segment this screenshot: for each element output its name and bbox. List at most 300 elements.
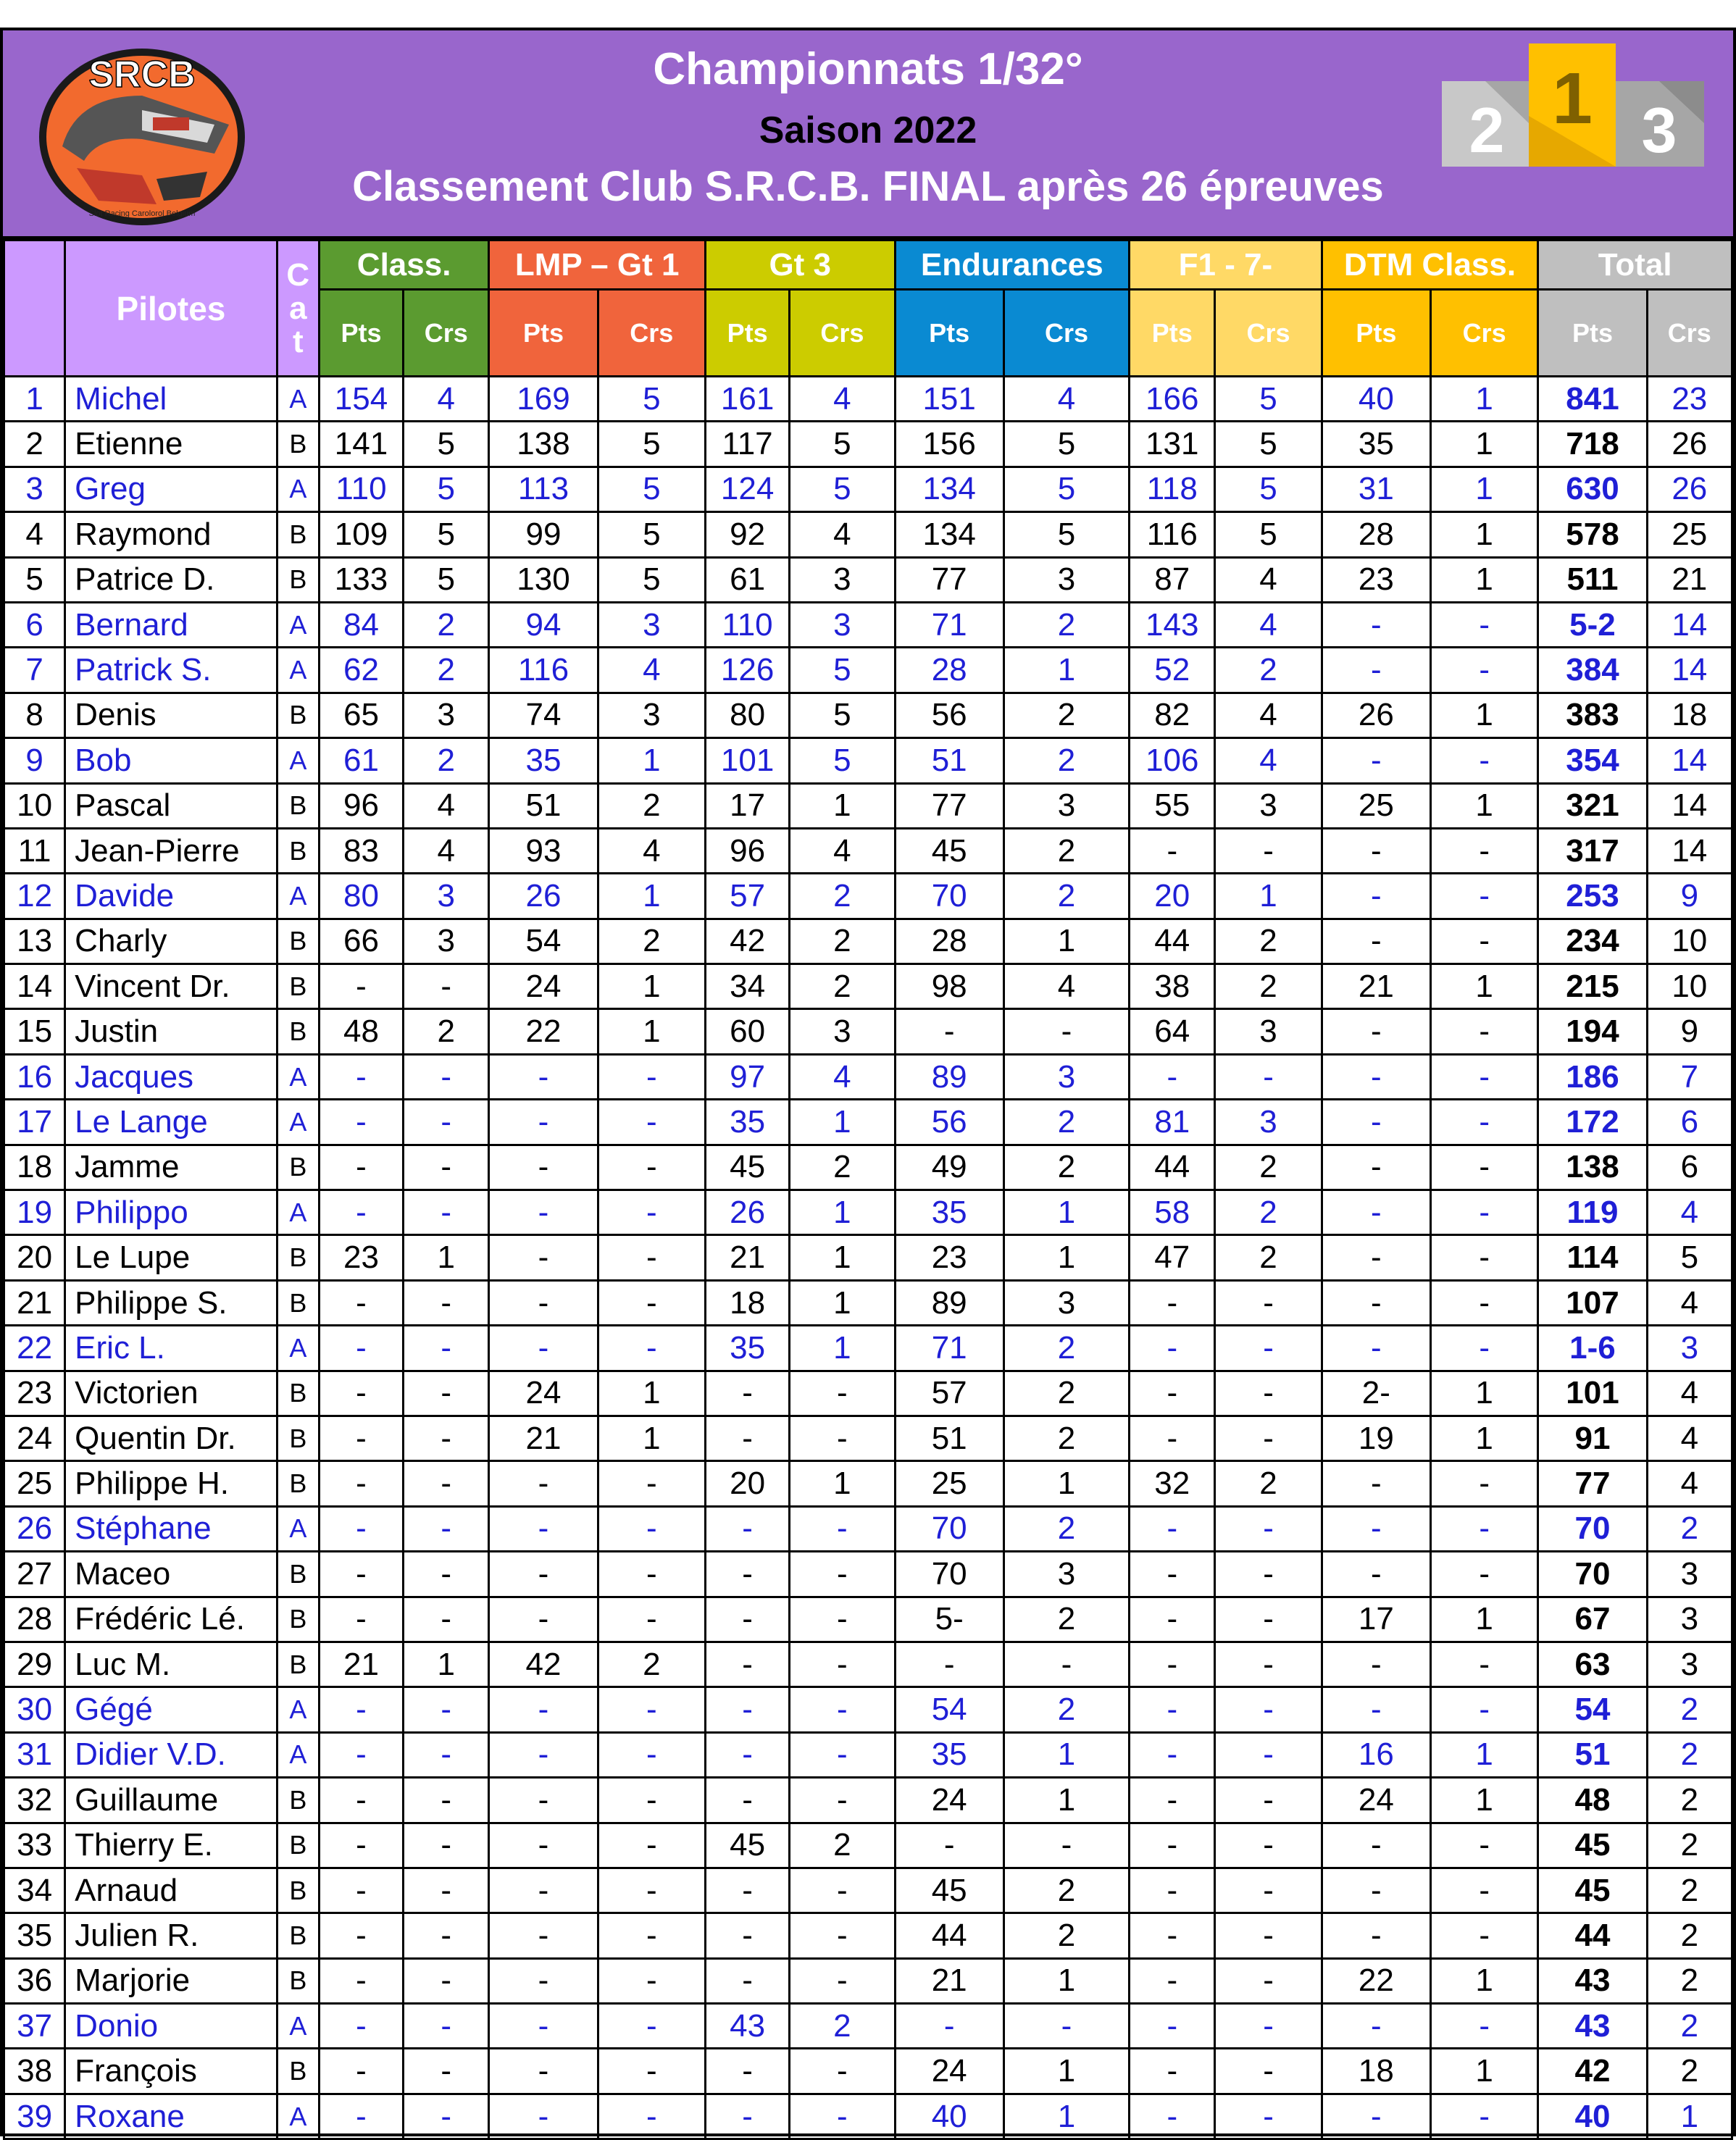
gt3-pts-cell: 96 bbox=[705, 828, 789, 873]
f1-pts-cell: - bbox=[1130, 1732, 1215, 1777]
endurances-crs-cell: 2 bbox=[1003, 738, 1129, 783]
pilot-name-cell: Jacques bbox=[65, 1054, 277, 1099]
category-cell: A bbox=[277, 1506, 319, 1551]
pilot-name-cell: Victorien bbox=[65, 1371, 277, 1416]
class-pts-cell: - bbox=[319, 2004, 403, 2049]
dtm-crs-cell: 1 bbox=[1431, 512, 1538, 557]
endurances-pts-cell: 25 bbox=[895, 1461, 1003, 1506]
dtm-pts-cell: - bbox=[1322, 1913, 1430, 1958]
class-crs-cell: - bbox=[404, 1552, 489, 1597]
dtm-crs-cell: 1 bbox=[1431, 693, 1538, 737]
dtm-crs-cell: - bbox=[1431, 602, 1538, 647]
endurances-pts-cell: 35 bbox=[895, 1732, 1003, 1777]
table-row bbox=[4, 512, 1732, 557]
total-pts-cell: 51 bbox=[1538, 1732, 1647, 1777]
total-pts-cell: 70 bbox=[1538, 1506, 1647, 1551]
lmp-crs-cell: 3 bbox=[598, 693, 705, 737]
endurances-pts-cell: 89 bbox=[895, 1054, 1003, 1099]
f1-crs-cell: - bbox=[1215, 828, 1322, 873]
f1-pts-cell: - bbox=[1130, 1326, 1215, 1371]
category-cell: B bbox=[277, 919, 319, 964]
dtm-crs-cell: - bbox=[1431, 738, 1538, 783]
gt3-pts-cell: - bbox=[705, 1552, 789, 1597]
table-row bbox=[4, 828, 1732, 873]
endurances-crs-cell: 1 bbox=[1003, 919, 1129, 964]
lmp-crs-cell: - bbox=[598, 2004, 705, 2049]
group-header-class: Class. bbox=[319, 241, 488, 290]
svg-text:Slot Racing Carolorol Belgium: Slot Racing Carolorol Belgium bbox=[88, 209, 196, 218]
dtm-pts-cell: - bbox=[1322, 1145, 1430, 1190]
dtm-pts-cell: 24 bbox=[1322, 1778, 1430, 1823]
class-pts-cell: - bbox=[319, 1823, 403, 1868]
class-pts-cell: - bbox=[319, 1687, 403, 1732]
total-crs-cell: 10 bbox=[1647, 919, 1732, 964]
endurances-pts-cell: 98 bbox=[895, 964, 1003, 1009]
total-pts-cell: 384 bbox=[1538, 648, 1647, 693]
category-cell: B bbox=[277, 1235, 319, 1280]
dtm-pts-cell: - bbox=[1322, 2004, 1430, 2049]
dtm-pts-cell: - bbox=[1322, 1687, 1430, 1732]
pilot-name-cell: Philippe S. bbox=[65, 1280, 277, 1325]
lmp-pts-cell: 169 bbox=[489, 377, 598, 422]
pts-header: Pts bbox=[319, 290, 403, 377]
rank-cell: 11 bbox=[4, 828, 65, 873]
gt3-crs-cell: - bbox=[790, 2049, 895, 2094]
total-pts-cell: 354 bbox=[1538, 738, 1647, 783]
f1-pts-cell: - bbox=[1130, 1597, 1215, 1642]
total-pts-cell: 44 bbox=[1538, 1913, 1647, 1958]
lmp-crs-cell: 5 bbox=[598, 512, 705, 557]
dtm-crs-cell: - bbox=[1431, 1190, 1538, 1235]
class-pts-cell: 21 bbox=[319, 1642, 403, 1686]
f1-crs-cell: - bbox=[1215, 1642, 1322, 1686]
f1-crs-cell: 5 bbox=[1215, 467, 1322, 511]
class-crs-cell: 1 bbox=[404, 1642, 489, 1686]
total-crs-cell: 4 bbox=[1647, 1280, 1732, 1325]
lmp-pts-cell: - bbox=[489, 2049, 598, 2094]
total-crs-cell: 4 bbox=[1647, 1190, 1732, 1235]
f1-crs-cell: 1 bbox=[1215, 874, 1322, 919]
endurances-crs-cell: 1 bbox=[1003, 2094, 1129, 2139]
category-cell: B bbox=[277, 1778, 319, 1823]
lmp-crs-cell: - bbox=[598, 1597, 705, 1642]
category-cell: B bbox=[277, 1823, 319, 1868]
gt3-crs-cell: 1 bbox=[790, 1461, 895, 1506]
f1-crs-cell: 2 bbox=[1215, 964, 1322, 1009]
f1-pts-cell: 58 bbox=[1130, 1190, 1215, 1235]
class-crs-cell: - bbox=[404, 1371, 489, 1416]
endurances-crs-cell: 1 bbox=[1003, 1190, 1129, 1235]
endurances-crs-cell: 2 bbox=[1003, 1100, 1129, 1145]
gt3-crs-cell: - bbox=[790, 1868, 895, 1913]
f1-pts-cell: 64 bbox=[1130, 1009, 1215, 1054]
f1-pts-cell: - bbox=[1130, 1054, 1215, 1099]
total-crs-cell: 14 bbox=[1647, 828, 1732, 873]
f1-pts-cell: - bbox=[1130, 1823, 1215, 1868]
class-pts-cell: 84 bbox=[319, 602, 403, 647]
f1-crs-cell: 4 bbox=[1215, 693, 1322, 737]
category-cell: B bbox=[277, 1371, 319, 1416]
lmp-crs-cell: - bbox=[598, 1054, 705, 1099]
f1-pts-cell: - bbox=[1130, 1416, 1215, 1460]
gt3-crs-cell: - bbox=[790, 1371, 895, 1416]
class-crs-cell: 5 bbox=[404, 512, 489, 557]
f1-pts-cell: 131 bbox=[1130, 422, 1215, 467]
gt3-crs-cell: 5 bbox=[790, 693, 895, 737]
total-pts-cell: 234 bbox=[1538, 919, 1647, 964]
table-row bbox=[4, 919, 1732, 964]
lmp-crs-cell: - bbox=[598, 1235, 705, 1280]
category-cell: A bbox=[277, 1326, 319, 1371]
dtm-crs-cell: - bbox=[1431, 1009, 1538, 1054]
total-crs-cell: 2 bbox=[1647, 1868, 1732, 1913]
ranking-table bbox=[3, 239, 1733, 2140]
total-pts-cell: 43 bbox=[1538, 2004, 1647, 2049]
pts-header: Pts bbox=[1130, 290, 1215, 377]
f1-crs-cell: 4 bbox=[1215, 557, 1322, 602]
pilot-name-cell: François bbox=[65, 2049, 277, 2094]
rank-cell: 12 bbox=[4, 874, 65, 919]
rank-cell: 9 bbox=[4, 738, 65, 783]
pilot-name-cell: Patrice D. bbox=[65, 557, 277, 602]
f1-crs-cell: 5 bbox=[1215, 377, 1322, 422]
endurances-crs-cell: 1 bbox=[1003, 2049, 1129, 2094]
gt3-pts-cell: 161 bbox=[705, 377, 789, 422]
category-cell: A bbox=[277, 648, 319, 693]
dtm-pts-cell: - bbox=[1322, 1235, 1430, 1280]
class-crs-cell: 3 bbox=[404, 693, 489, 737]
f1-crs-cell: - bbox=[1215, 1280, 1322, 1325]
dtm-pts-cell: 40 bbox=[1322, 377, 1430, 422]
pts-header: Pts bbox=[895, 290, 1003, 377]
lmp-crs-cell: 1 bbox=[598, 1009, 705, 1054]
dtm-crs-cell: 1 bbox=[1431, 1416, 1538, 1460]
class-pts-cell: 109 bbox=[319, 512, 403, 557]
gt3-pts-cell: 35 bbox=[705, 1326, 789, 1371]
endurances-crs-cell: 1 bbox=[1003, 1778, 1129, 1823]
f1-crs-cell: - bbox=[1215, 1597, 1322, 1642]
dtm-pts-cell: - bbox=[1322, 1552, 1430, 1597]
f1-pts-cell: - bbox=[1130, 1868, 1215, 1913]
total-crs-cell: 7 bbox=[1647, 1054, 1732, 1099]
class-pts-cell: - bbox=[319, 1506, 403, 1551]
lmp-crs-cell: - bbox=[598, 1506, 705, 1551]
f1-crs-cell: - bbox=[1215, 1778, 1322, 1823]
class-pts-cell: 80 bbox=[319, 874, 403, 919]
table-row bbox=[4, 602, 1732, 647]
class-pts-cell: 83 bbox=[319, 828, 403, 873]
gt3-crs-cell: 2 bbox=[790, 1145, 895, 1190]
lmp-crs-cell: 2 bbox=[598, 919, 705, 964]
pilot-name-cell: Stéphane bbox=[65, 1506, 277, 1551]
lmp-crs-cell: 1 bbox=[598, 1371, 705, 1416]
table-row bbox=[4, 1687, 1732, 1732]
endurances-crs-cell: 2 bbox=[1003, 828, 1129, 873]
category-cell: B bbox=[277, 422, 319, 467]
rank-cell: 38 bbox=[4, 2049, 65, 2094]
dtm-crs-cell: - bbox=[1431, 919, 1538, 964]
crs-header: Crs bbox=[1431, 290, 1538, 377]
endurances-pts-cell: - bbox=[895, 1642, 1003, 1686]
lmp-pts-cell: - bbox=[489, 1823, 598, 1868]
rank-cell: 15 bbox=[4, 1009, 65, 1054]
class-pts-cell: - bbox=[319, 1280, 403, 1325]
class-pts-cell: 61 bbox=[319, 738, 403, 783]
rank-header bbox=[4, 241, 65, 377]
dtm-crs-cell: 1 bbox=[1431, 2049, 1538, 2094]
pilot-name-cell: Eric L. bbox=[65, 1326, 277, 1371]
endurances-crs-cell: - bbox=[1003, 1642, 1129, 1686]
category-cell: B bbox=[277, 1642, 319, 1686]
endurances-crs-cell: 2 bbox=[1003, 602, 1129, 647]
table-row bbox=[4, 2049, 1732, 2094]
pilot-name-cell: Quentin Dr. bbox=[65, 1416, 277, 1460]
f1-pts-cell: 44 bbox=[1130, 1145, 1215, 1190]
lmp-crs-cell: - bbox=[598, 1778, 705, 1823]
total-crs-cell: 14 bbox=[1647, 783, 1732, 828]
rank-cell: 30 bbox=[4, 1687, 65, 1732]
gt3-pts-cell: 60 bbox=[705, 1009, 789, 1054]
endurances-pts-cell: 24 bbox=[895, 2049, 1003, 2094]
lmp-pts-cell: 116 bbox=[489, 648, 598, 693]
gt3-crs-cell: - bbox=[790, 1506, 895, 1551]
lmp-pts-cell: - bbox=[489, 2094, 598, 2139]
lmp-pts-cell: 138 bbox=[489, 422, 598, 467]
rank-cell: 29 bbox=[4, 1642, 65, 1686]
class-crs-cell: 2 bbox=[404, 602, 489, 647]
f1-pts-cell: - bbox=[1130, 828, 1215, 873]
gt3-pts-cell: - bbox=[705, 1732, 789, 1777]
class-pts-cell: - bbox=[319, 2094, 403, 2139]
f1-pts-cell: - bbox=[1130, 1280, 1215, 1325]
podium-icon bbox=[1442, 43, 1704, 207]
rank-cell: 34 bbox=[4, 1868, 65, 1913]
table-row bbox=[4, 467, 1732, 511]
total-crs-cell: 2 bbox=[1647, 1778, 1732, 1823]
endurances-pts-cell: 5- bbox=[895, 1597, 1003, 1642]
lmp-pts-cell: 42 bbox=[489, 1642, 598, 1686]
lmp-crs-cell: 3 bbox=[598, 602, 705, 647]
endurances-pts-cell: 71 bbox=[895, 1326, 1003, 1371]
class-crs-cell: - bbox=[404, 964, 489, 1009]
pts-header: Pts bbox=[705, 290, 789, 377]
total-pts-cell: 48 bbox=[1538, 1778, 1647, 1823]
gt3-pts-cell: - bbox=[705, 1416, 789, 1460]
f1-crs-cell: 3 bbox=[1215, 1009, 1322, 1054]
class-crs-cell: - bbox=[404, 1190, 489, 1235]
lmp-pts-cell: 99 bbox=[489, 512, 598, 557]
gt3-pts-cell: 20 bbox=[705, 1461, 789, 1506]
dtm-crs-cell: 1 bbox=[1431, 1958, 1538, 2003]
total-crs-cell: 14 bbox=[1647, 602, 1732, 647]
rank-cell: 20 bbox=[4, 1235, 65, 1280]
dtm-crs-cell: - bbox=[1431, 1506, 1538, 1551]
total-pts-cell: 101 bbox=[1538, 1371, 1647, 1416]
dtm-pts-cell: 22 bbox=[1322, 1958, 1430, 2003]
total-crs-cell: 14 bbox=[1647, 648, 1732, 693]
class-crs-cell: 4 bbox=[404, 783, 489, 828]
total-pts-cell: 63 bbox=[1538, 1642, 1647, 1686]
dtm-pts-cell: 18 bbox=[1322, 2049, 1430, 2094]
f1-crs-cell: 2 bbox=[1215, 648, 1322, 693]
f1-crs-cell: - bbox=[1215, 1371, 1322, 1416]
lmp-pts-cell: - bbox=[489, 1235, 598, 1280]
table-row bbox=[4, 1054, 1732, 1099]
f1-pts-cell: - bbox=[1130, 1552, 1215, 1597]
dtm-pts-cell: 17 bbox=[1322, 1597, 1430, 1642]
rank-cell: 33 bbox=[4, 1823, 65, 1868]
class-crs-cell: - bbox=[404, 1326, 489, 1371]
gt3-pts-cell: 35 bbox=[705, 1100, 789, 1145]
gt3-crs-cell: 1 bbox=[790, 1326, 895, 1371]
dtm-pts-cell: - bbox=[1322, 1506, 1430, 1551]
group-header-total: Total bbox=[1538, 241, 1732, 290]
rank-cell: 6 bbox=[4, 602, 65, 647]
total-crs-cell: 2 bbox=[1647, 2049, 1732, 2094]
rank-cell: 8 bbox=[4, 693, 65, 737]
total-pts-cell: 42 bbox=[1538, 2049, 1647, 2094]
category-cell: B bbox=[277, 693, 319, 737]
endurances-crs-cell: 2 bbox=[1003, 1687, 1129, 1732]
dtm-pts-cell: - bbox=[1322, 1823, 1430, 1868]
category-cell: B bbox=[277, 1009, 319, 1054]
dtm-crs-cell: - bbox=[1431, 1326, 1538, 1371]
class-crs-cell: - bbox=[404, 1280, 489, 1325]
pilot-name-cell: Bernard bbox=[65, 602, 277, 647]
endurances-crs-cell: 1 bbox=[1003, 1461, 1129, 1506]
endurances-pts-cell: 89 bbox=[895, 1280, 1003, 1325]
rank-cell: 10 bbox=[4, 783, 65, 828]
category-cell: A bbox=[277, 1732, 319, 1777]
endurances-pts-cell: 40 bbox=[895, 2094, 1003, 2139]
lmp-crs-cell: 5 bbox=[598, 377, 705, 422]
total-crs-cell: 26 bbox=[1647, 467, 1732, 511]
endurances-pts-cell: - bbox=[895, 1009, 1003, 1054]
pilot-name-cell: Julien R. bbox=[65, 1913, 277, 1958]
class-pts-cell: 133 bbox=[319, 557, 403, 602]
pilot-name-cell: Raymond bbox=[65, 512, 277, 557]
lmp-pts-cell: 35 bbox=[489, 738, 598, 783]
table-row bbox=[4, 783, 1732, 828]
lmp-pts-cell: - bbox=[489, 1461, 598, 1506]
f1-crs-cell: - bbox=[1215, 2049, 1322, 2094]
category-cell: B bbox=[277, 1280, 319, 1325]
f1-pts-cell: 143 bbox=[1130, 602, 1215, 647]
dtm-pts-cell: - bbox=[1322, 828, 1430, 873]
pilot-name-cell: Pascal bbox=[65, 783, 277, 828]
lmp-pts-cell: 130 bbox=[489, 557, 598, 602]
dtm-crs-cell: - bbox=[1431, 2004, 1538, 2049]
table-row bbox=[4, 1009, 1732, 1054]
f1-crs-cell: - bbox=[1215, 2094, 1322, 2139]
endurances-crs-cell: 2 bbox=[1003, 1326, 1129, 1371]
class-crs-cell: - bbox=[404, 2004, 489, 2049]
total-pts-cell: 45 bbox=[1538, 1823, 1647, 1868]
table-row bbox=[4, 2004, 1732, 2049]
f1-crs-cell: - bbox=[1215, 1506, 1322, 1551]
f1-crs-cell: - bbox=[1215, 1958, 1322, 2003]
lmp-crs-cell: - bbox=[598, 1280, 705, 1325]
gt3-pts-cell: 18 bbox=[705, 1280, 789, 1325]
gt3-pts-cell: 61 bbox=[705, 557, 789, 602]
pts-header: Pts bbox=[1538, 290, 1647, 377]
endurances-pts-cell: 45 bbox=[895, 828, 1003, 873]
table-row bbox=[4, 1732, 1732, 1777]
class-crs-cell: 2 bbox=[404, 738, 489, 783]
gt3-crs-cell: - bbox=[790, 1732, 895, 1777]
total-pts-cell: 317 bbox=[1538, 828, 1647, 873]
dtm-crs-cell: - bbox=[1431, 874, 1538, 919]
dtm-crs-cell: - bbox=[1431, 1145, 1538, 1190]
gt3-pts-cell: 117 bbox=[705, 422, 789, 467]
class-pts-cell: 23 bbox=[319, 1235, 403, 1280]
total-crs-cell: 10 bbox=[1647, 964, 1732, 1009]
total-crs-cell: 26 bbox=[1647, 422, 1732, 467]
lmp-pts-cell: 24 bbox=[489, 964, 598, 1009]
endurances-crs-cell: 1 bbox=[1003, 1732, 1129, 1777]
group-header-gt3: Gt 3 bbox=[705, 241, 895, 290]
gt3-crs-cell: - bbox=[790, 1552, 895, 1597]
dtm-crs-cell: - bbox=[1431, 1868, 1538, 1913]
f1-pts-cell: 32 bbox=[1130, 1461, 1215, 1506]
endurances-crs-cell: 2 bbox=[1003, 1913, 1129, 1958]
pilot-name-cell: Bob bbox=[65, 738, 277, 783]
dtm-pts-cell: - bbox=[1322, 738, 1430, 783]
total-pts-cell: 630 bbox=[1538, 467, 1647, 511]
total-crs-cell: 9 bbox=[1647, 874, 1732, 919]
category-cell: B bbox=[277, 964, 319, 1009]
svg-text:3: 3 bbox=[1641, 94, 1677, 166]
gt3-pts-cell: 45 bbox=[705, 1145, 789, 1190]
class-crs-cell: 3 bbox=[404, 874, 489, 919]
dtm-crs-cell: - bbox=[1431, 828, 1538, 873]
endurances-pts-cell: 51 bbox=[895, 1416, 1003, 1460]
ranking-body bbox=[4, 377, 1732, 2139]
table-row bbox=[4, 1461, 1732, 1506]
class-crs-cell: 2 bbox=[404, 648, 489, 693]
rank-cell: 26 bbox=[4, 1506, 65, 1551]
pilot-name-cell: Thierry E. bbox=[65, 1823, 277, 1868]
dtm-pts-cell: 23 bbox=[1322, 557, 1430, 602]
lmp-pts-cell: 22 bbox=[489, 1009, 598, 1054]
table-row bbox=[4, 1371, 1732, 1416]
f1-crs-cell: - bbox=[1215, 1416, 1322, 1460]
total-pts-cell: 91 bbox=[1538, 1416, 1647, 1460]
dtm-crs-cell: - bbox=[1431, 648, 1538, 693]
table-row bbox=[4, 1958, 1732, 2003]
lmp-crs-cell: - bbox=[598, 1732, 705, 1777]
pilot-name-cell: Vincent Dr. bbox=[65, 964, 277, 1009]
endurances-pts-cell: 28 bbox=[895, 919, 1003, 964]
dtm-pts-cell: - bbox=[1322, 1868, 1430, 1913]
endurances-pts-cell: 151 bbox=[895, 377, 1003, 422]
endurances-pts-cell: - bbox=[895, 1823, 1003, 1868]
gt3-pts-cell: 80 bbox=[705, 693, 789, 737]
total-crs-cell: 2 bbox=[1647, 1823, 1732, 1868]
endurances-pts-cell: 44 bbox=[895, 1913, 1003, 1958]
rank-cell: 21 bbox=[4, 1280, 65, 1325]
total-pts-cell: 40 bbox=[1538, 2094, 1647, 2139]
category-cell: A bbox=[277, 1190, 319, 1235]
pilot-name-cell: Roxane bbox=[65, 2094, 277, 2139]
dtm-pts-cell: 28 bbox=[1322, 512, 1430, 557]
category-cell: B bbox=[277, 1958, 319, 2003]
endurances-crs-cell: 4 bbox=[1003, 377, 1129, 422]
total-pts-cell: 841 bbox=[1538, 377, 1647, 422]
f1-pts-cell: 20 bbox=[1130, 874, 1215, 919]
dtm-crs-cell: 1 bbox=[1431, 377, 1538, 422]
dtm-pts-cell: - bbox=[1322, 2094, 1430, 2139]
